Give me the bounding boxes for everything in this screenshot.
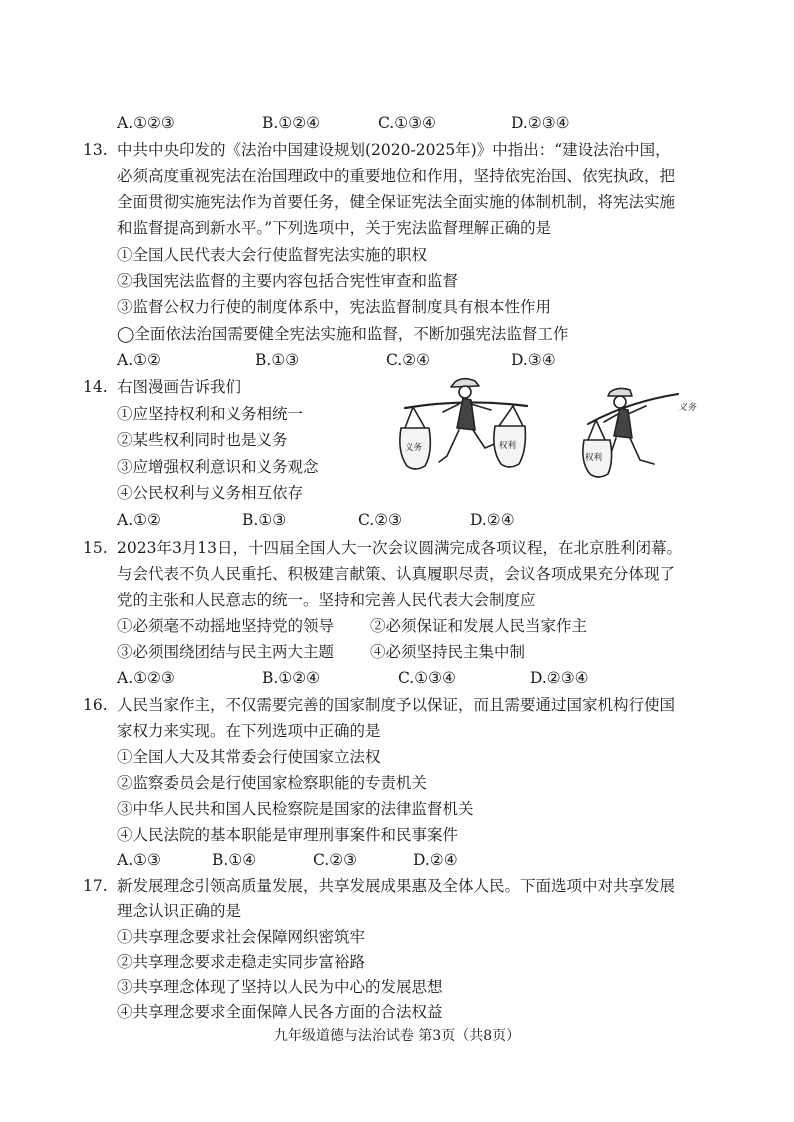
q16-statement: ④人民法院的基本职能是审理刑事案件和民事案件	[117, 826, 459, 844]
q16-option-a: A.①③	[117, 851, 161, 869]
q12-option-d: D.②③④	[511, 114, 570, 132]
q16-statement: ①全国人大及其常委会行使国家立法权	[117, 748, 381, 766]
q17-stem-line: 新发展理念引领高质量发展，共享发展成果惠及全体人民。下面选项中对共享发展	[117, 877, 676, 895]
q14-statement: ①应坚持权利和义务相统一	[117, 405, 304, 423]
q17-statement: ③共享理念体现了坚持以人民为中心的发展思想	[117, 978, 443, 996]
q12-option-a: A.①②③	[117, 114, 175, 132]
q16-number: 16.	[83, 696, 108, 714]
q12-option-b: B.①②④	[262, 114, 321, 132]
q15-option-a: A.①②③	[117, 669, 175, 687]
q13-statement: ◯全面依法治国需要健全宪法实施和监督，不断加强宪法监督工作	[117, 325, 569, 343]
q14-option-b: B.①③	[242, 511, 287, 529]
q16-option-c: C.②③	[313, 851, 358, 869]
q12-option-c: C.①③④	[378, 114, 436, 132]
q13-statement: ②我国宪法监督的主要内容包括合宪性审查和监督	[117, 272, 459, 290]
q15-option-c: C.①③④	[398, 669, 456, 687]
q15-statement: ①必须毫不动摇地坚持党的领导	[117, 617, 335, 635]
q16-stem-line: 家权力来实现。在下列选项中正确的是	[117, 722, 381, 740]
q14-option-a: A.①②	[117, 511, 161, 529]
q16-statement: ②监察委员会是行使国家检察职能的专责机关	[117, 774, 428, 792]
q15-stem-line: 党的主张和人民意志的统一。坚持和完善人民代表大会制度应	[117, 591, 536, 609]
q13-stem-line: 必须高度重视宪法在治国理政中的重要地位和作用，坚持依宪治国、依宪执政，把	[117, 167, 676, 185]
q17-statement: ②共享理念要求走稳走实同步富裕路	[117, 953, 366, 971]
q15-statement: ③必须围绕团结与民主两大主题	[117, 643, 335, 661]
cartoon-balanced-carrier	[395, 376, 535, 494]
page-footer: 九年级道德与法治试卷 第3页（共8页）	[273, 1028, 521, 1044]
q15-statement: ④必须坚持民主集中制	[370, 643, 526, 661]
q13-stem-line: 中共中央印发的《法治中国建设规划(2020-2025年)》中指出：“建设法治中国，	[117, 141, 671, 159]
q14-option-c: C.②③	[358, 511, 403, 529]
q13-option-c: C.②④	[386, 351, 431, 369]
q14-statement: ②某些权利同时也是义务	[117, 431, 288, 449]
q14-stem-line: 右图漫画告诉我们	[117, 378, 242, 396]
q13-statement: ①全国人民代表大会行使监督宪法实施的职权	[117, 246, 428, 264]
q16-option-b: B.①④	[212, 851, 257, 869]
cartoon-left-bag-label: 义务	[405, 443, 423, 453]
q13-stem-line: 全面贯彻实施宪法作为首要任务，健全保证宪法全面实施的体制机制，将宪法实施	[117, 193, 676, 211]
q17-number: 17.	[83, 877, 108, 895]
q14-number: 14.	[83, 378, 108, 396]
q13-option-b: B.①③	[255, 351, 300, 369]
q13-option-d: D.③④	[511, 351, 556, 369]
q13-option-a: A.①②	[117, 351, 161, 369]
cartoon-thrown-word: 义务	[678, 403, 697, 413]
cartoon-right-bag-label: 权利	[499, 441, 517, 451]
q17-statement: ④共享理念要求全面保障人民各方面的合法权益	[117, 1003, 443, 1021]
q15-stem-line: 与会代表不负人民重托、积极建言献策、认真履职尽责，会议各项成果充分体现了	[117, 565, 676, 583]
q15-option-b: B.①②④	[262, 669, 321, 687]
q15-statement: ②必须保证和发展人民当家作主	[370, 617, 588, 635]
q16-stem-line: 人民当家作主，不仅需要完善的国家制度予以保证，而且需要通过国家机构行使国	[117, 696, 676, 714]
q13-stem-line: 和监督提高到新水平。”下列选项中，关于宪法监督理解正确的是	[117, 219, 552, 237]
q13-number: 13.	[83, 141, 108, 159]
q14-statement: ④公民权利与义务相互依存	[117, 484, 304, 502]
q17-statement: ①共享理念要求社会保障网织密筑牢	[117, 928, 366, 946]
q15-number: 15.	[83, 539, 108, 557]
q15-stem-line: 2023年3月13日，十四届全国人大一次会议圆满完成各项议程，在北京胜利闭幕。	[117, 539, 683, 557]
cartoon-single-bag-label: 权利	[585, 453, 603, 463]
q13-statement: ③监督公权力行使的制度体系中，宪法监督制度具有根本性作用	[117, 298, 552, 316]
q14-statement: ③应增强权利意识和义务观念	[117, 458, 319, 476]
cartoon-unbalanced-carrier	[568, 384, 703, 484]
q17-stem-line: 理念认识正确的是	[117, 902, 242, 920]
q16-statement: ③中华人民共和国人民检察院是国家的法律监督机关	[117, 800, 474, 818]
q15-option-d: D.②③④	[530, 669, 589, 687]
q14-option-d: D.②④	[470, 511, 515, 529]
q16-option-d: D.②④	[413, 851, 458, 869]
